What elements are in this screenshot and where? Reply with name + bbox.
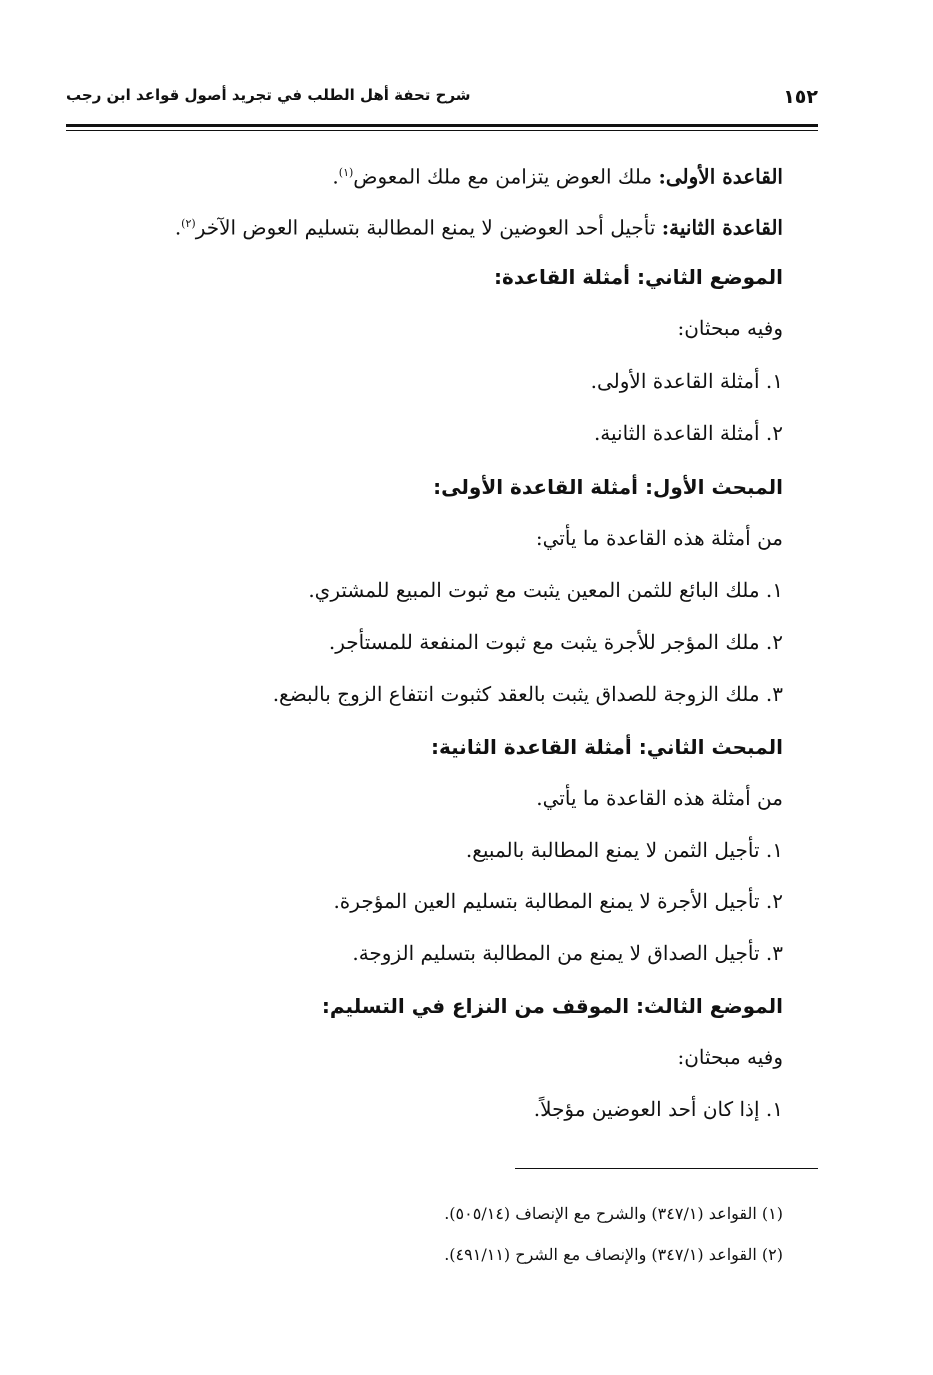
rule-one-text: ملك العوض يتزامن مع ملك المعوض bbox=[353, 164, 659, 189]
header-rule-thick bbox=[66, 124, 818, 127]
list-item: ١. إذا كان أحد العوضين مؤجلاً. bbox=[533, 1097, 783, 1121]
running-title: شرح تحفة أهل الطلب في تجريد أصول قواعد ابن رجب bbox=[66, 86, 471, 104]
rule-one-tail: . bbox=[332, 164, 339, 189]
footnote-1: (١) القواعد (٣٤٧/١) والشرح مع الإنصاف (٥٠٥/١٤). bbox=[444, 1204, 783, 1223]
list-item: ١. أمثلة القاعدة الأولى. bbox=[590, 369, 783, 393]
paragraph-line: من أمثلة هذه القاعدة ما يأتي. bbox=[536, 786, 783, 810]
rule-two-text: تأجيل أحد العوضين لا يمنع المطالبة بتسليم العوض الآخر bbox=[195, 215, 662, 240]
rule-one-label: القاعدة الأولى: bbox=[658, 164, 783, 189]
list-item: ٢. أمثلة القاعدة الثانية. bbox=[593, 421, 783, 445]
footnote-2: (٢) القواعد (٣٤٧/١) والإنصاف مع الشرح (٤٩١/١١). bbox=[444, 1245, 783, 1264]
footnote-ref-1: (١) bbox=[338, 166, 354, 179]
footnote-separator bbox=[515, 1168, 818, 1169]
footnote-ref-2: (٢) bbox=[181, 217, 196, 230]
list-item: ١. ملك البائع للثمن المعين يثبت مع ثبوت المبيع للمشتري. bbox=[308, 578, 783, 602]
rule-two-label: القاعدة الثانية: bbox=[661, 215, 783, 240]
page-number: ١٥٢ bbox=[783, 86, 818, 108]
paragraph-line: وفيه مبحثان: bbox=[677, 316, 783, 340]
section-heading: المبحث الأول: أمثلة القاعدة الأولى: bbox=[433, 475, 783, 499]
list-item: ٢. ملك المؤجر للأجرة يثبت مع ثبوت المنفعة للمستأجر. bbox=[328, 630, 783, 654]
paragraph-line: وفيه مبحثان: bbox=[677, 1045, 783, 1069]
section-heading: الموضع الثاني: أمثلة القاعدة: bbox=[494, 265, 783, 289]
rule-two-tail: . bbox=[174, 215, 182, 240]
section-heading: المبحث الثاني: أمثلة القاعدة الثانية: bbox=[431, 735, 783, 759]
rule-one-line bbox=[332, 158, 783, 192]
section-heading: الموضع الثالث: الموقف من النزاع في التسليم: bbox=[321, 994, 783, 1018]
page-header bbox=[66, 84, 818, 118]
paragraph-line: من أمثلة هذه القاعدة ما يأتي: bbox=[535, 526, 783, 550]
list-item: ٣. ملك الزوجة للصداق يثبت بالعقد كثبوت انتفاع الزوج بالبضع. bbox=[272, 682, 783, 706]
rule-two-line bbox=[175, 209, 783, 243]
header-rule-thin bbox=[66, 130, 818, 131]
list-item: ١. تأجيل الثمن لا يمنع المطالبة بالمبيع. bbox=[465, 838, 783, 862]
list-item: ٣. تأجيل الصداق لا يمنع من المطالبة بتسليم الزوجة. bbox=[352, 941, 783, 965]
list-item: ٢. تأجيل الأجرة لا يمنع المطالبة بتسليم العين المؤجرة. bbox=[333, 889, 783, 913]
